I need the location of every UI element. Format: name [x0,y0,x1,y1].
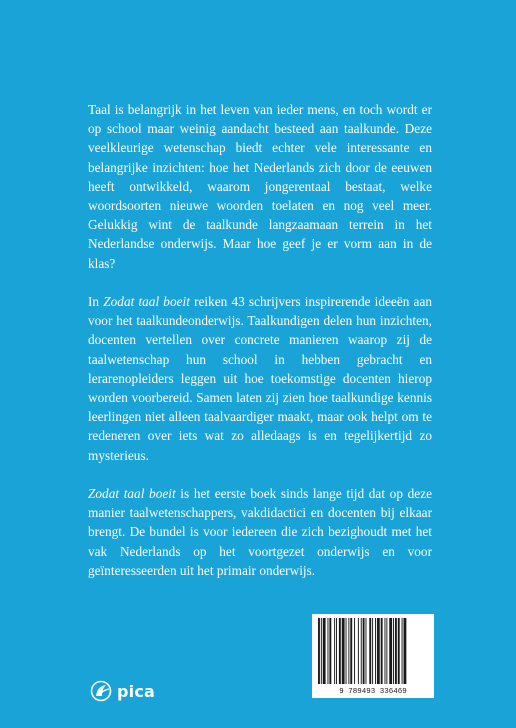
barcode-bar [377,618,380,684]
barcode-bar [366,618,367,684]
barcode-bar [354,618,355,684]
barcode-bar [393,618,394,684]
barcode-bar [339,618,341,684]
barcode-bar [385,618,386,684]
barcode-bar [348,618,349,684]
isbn-barcode [312,614,434,698]
book-title-italic: Zodat taal boeit [88,486,176,502]
blurb-paragraph-2 [88,292,432,465]
paragraph-3-text: is het eerste boek sinds lange tijd dat op deze manier taalwetenschappers, vakdidactici en docenten bij elkaar brengt. De bundel is voor iedereen die zich bezighoudt met het vak Nederlands op het voortgezet onderwijs en voor geïnteresseerden uit het primair onderwijs. [88,486,432,578]
barcode-bar [398,618,400,684]
paragraph-1-text: Taal is belangrijk in het leven van ieder mens, en toch wordt er op school maar weinig aandacht besteed aan taalkunde. Deze veelkleurige wetenschap biedt echter vele interessante en belangrijke inzichten: hoe het Nederlands zich door de eeuwen heeft ontwikkeld, waarom jongerentaal bestaat, welke woordsoorten nieuwe woorden toelaten en nog veel meer. Gelukkig wint de taalkunde langzaamaan terrein in het Nederlandse onderwijs. Maar hoe geef je er vorm aan in de klas? [88,102,432,271]
barcode-bar [328,618,329,684]
barcode-bar [395,618,397,684]
barcode-bar [342,618,345,684]
blurb-paragraph-1 [88,100,432,273]
barcode-bar [369,618,371,684]
book-title-italic: Zodat taal boeit [103,294,190,310]
barcode-bar [336,618,337,684]
barcode-bar [375,618,376,684]
barcode-graphic [312,614,434,698]
barcode-bar [361,618,362,684]
publisher-name: pica [117,681,156,701]
barcode-bar [381,618,383,684]
barcode-bar [334,618,335,684]
barcode-bar [350,618,352,684]
barcode-bar [329,618,331,684]
barcode-bar [318,618,320,684]
barcode-bar [363,618,365,684]
barcode-bar [386,618,387,684]
svg-text:9 789493 336469: 9 789493 336469 [339,688,407,696]
paragraph-2-text: reiken 43 schrijvers inspirerende ideeën aan voor het taalkundeonderwijs. Taalkundigen delen hun inzichten, docenten vertellen over concrete manieren waarop zij de taalwetenschap hun school in hebben gebracht en lerarenopleiders leggen uit hoe toekomstige docenten hierop worden voorbereid. Samen laten zij zien hoe taalkundige kennis leerlingen niet alleen taalvaardiger maakt, maar ook helpt om te redeneren over iets wat zo alledaags is en tegelijkertijd zo mysterieus. [88,294,432,463]
barcode-bar [323,618,326,684]
barcode-bar [321,618,322,684]
blurb-text [88,100,432,599]
paragraph-2-prefix: In [88,294,104,310]
blurb-paragraph-3 [88,484,432,580]
barcode-bar [358,618,359,684]
barcode-bar [389,618,392,684]
barcode-bar [372,618,373,684]
barcode-bar [346,618,347,684]
pica-logo-icon [90,680,116,702]
barcode-bar [404,618,407,684]
barcode-bar [402,618,403,684]
publisher-logo [90,680,155,702]
